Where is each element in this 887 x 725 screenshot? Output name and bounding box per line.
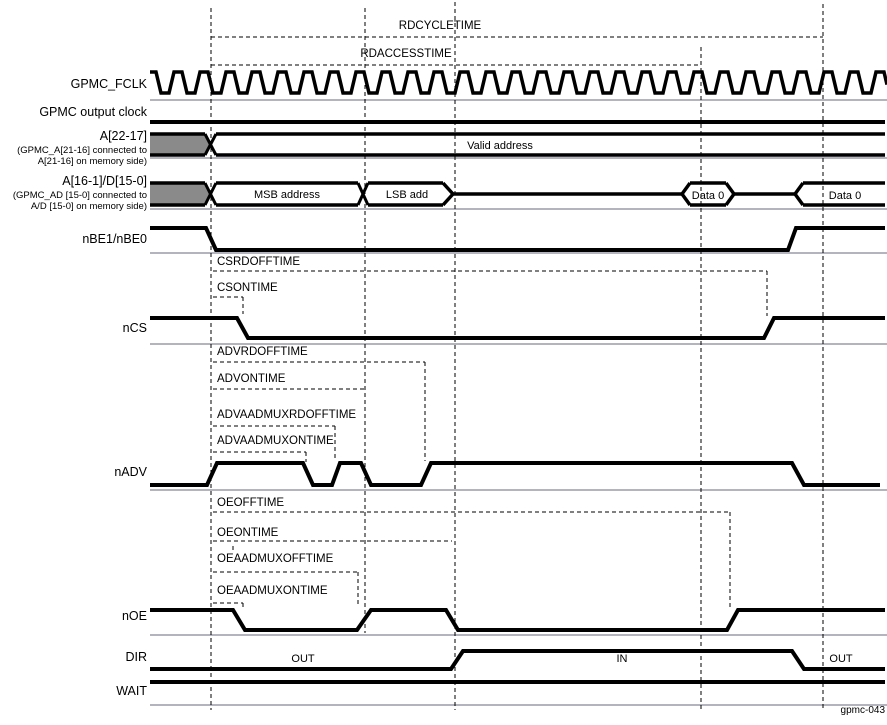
timing-label-rdcycletime: RDCYCLETIME (398, 20, 482, 32)
signal-sublabel-a22-17-line2: A[21-16] on memory side) (37, 156, 147, 167)
signal-label-ncs: nCS (122, 321, 147, 335)
a16-1-d15-0-bus (682, 183, 690, 194)
a16-1-d15-0-bus (682, 194, 690, 205)
timing-label-oeofftime: OEOFFTIME (217, 497, 285, 509)
signal-label-gpmc-fclk: GPMC_FCLK (70, 77, 147, 91)
a16-1-d15-0-bus (795, 194, 803, 205)
noe-waveform (150, 610, 885, 630)
dir-label-in: IN (616, 653, 628, 665)
nadv-waveform (150, 463, 880, 485)
dir-label-out-left: OUT (291, 653, 315, 665)
signal-sublabel-ad-line2: A/D [15-0] on memory side) (30, 201, 147, 212)
a16-1-d15-0-bus (795, 183, 803, 194)
timing-label-advaadmuxontime: ADVAADMUXONTIME (217, 435, 334, 447)
bus-label-lsb-address: LSB add (385, 189, 429, 201)
signal-label-dir: DIR (125, 650, 147, 664)
bus-label-data0-first: Data 0 (691, 190, 725, 202)
a16-1-d15-0-bus (726, 194, 734, 205)
a16-1-d15-0-bus (443, 183, 453, 194)
timing-label-advrdofftime: ADVRDOFFTIME (217, 346, 308, 358)
timing-label-csontime: CSONTIME (217, 282, 278, 294)
timing-label-advaadmuxrdofftime: ADVAADMUXRDOFFTIME (217, 409, 357, 421)
signal-sublabel-ad-line1: (GPMC_AD [15-0] connected to (12, 190, 147, 201)
signal-label-gpmc-output-clock: GPMC output clock (39, 105, 147, 119)
signal-label-noe: nOE (121, 609, 147, 623)
signal-sublabel-a22-17-line1: (GPMC_A[21-16] connected to (17, 145, 147, 156)
nbe1-nbe0-waveform (150, 228, 885, 250)
signal-label-a22-17: A[22-17] (99, 129, 147, 143)
dir-waveform (150, 651, 885, 669)
timing-label-csrdofftime: CSRDOFFTIME (217, 256, 301, 268)
timing-label-oeaadmuxontime: OEAADMUXONTIME (217, 585, 328, 597)
a16-1-d15-0-bus (726, 183, 734, 194)
signal-label-wait: WAIT (116, 684, 147, 698)
dir-label-out-right: OUT (829, 653, 853, 665)
ncs-waveform (150, 318, 885, 338)
signal-label-nadv: nADV (114, 465, 147, 479)
a22-17-bus-undefined-region (150, 134, 211, 155)
timing-label-advontime: ADVONTIME (217, 373, 286, 385)
timing-label-rdaccesstime: RDACCESSTIME (360, 48, 452, 60)
signal-label-a16-1-d15-0: A[16-1]/D[15-0] (62, 174, 147, 188)
a16-1-d15-0-bus (443, 194, 453, 205)
gpmc-fclk-waveform (150, 72, 887, 93)
timing-label-oeaadmuxofftime: OEAADMUXOFFTIME (217, 553, 334, 565)
a16-1-d15-0-bus-undefined-region (150, 183, 211, 205)
signal-label-nbe1-nbe0: nBE1/nBE0 (82, 232, 147, 246)
bus-label-valid-address: Valid address (467, 140, 533, 152)
timing-label-oeontime: OEONTIME (217, 527, 279, 539)
figure-id: gpmc-043 (840, 705, 885, 716)
bus-label-msb-address: MSB address (253, 189, 321, 201)
bus-label-data0-second: Data 0 (828, 190, 862, 202)
